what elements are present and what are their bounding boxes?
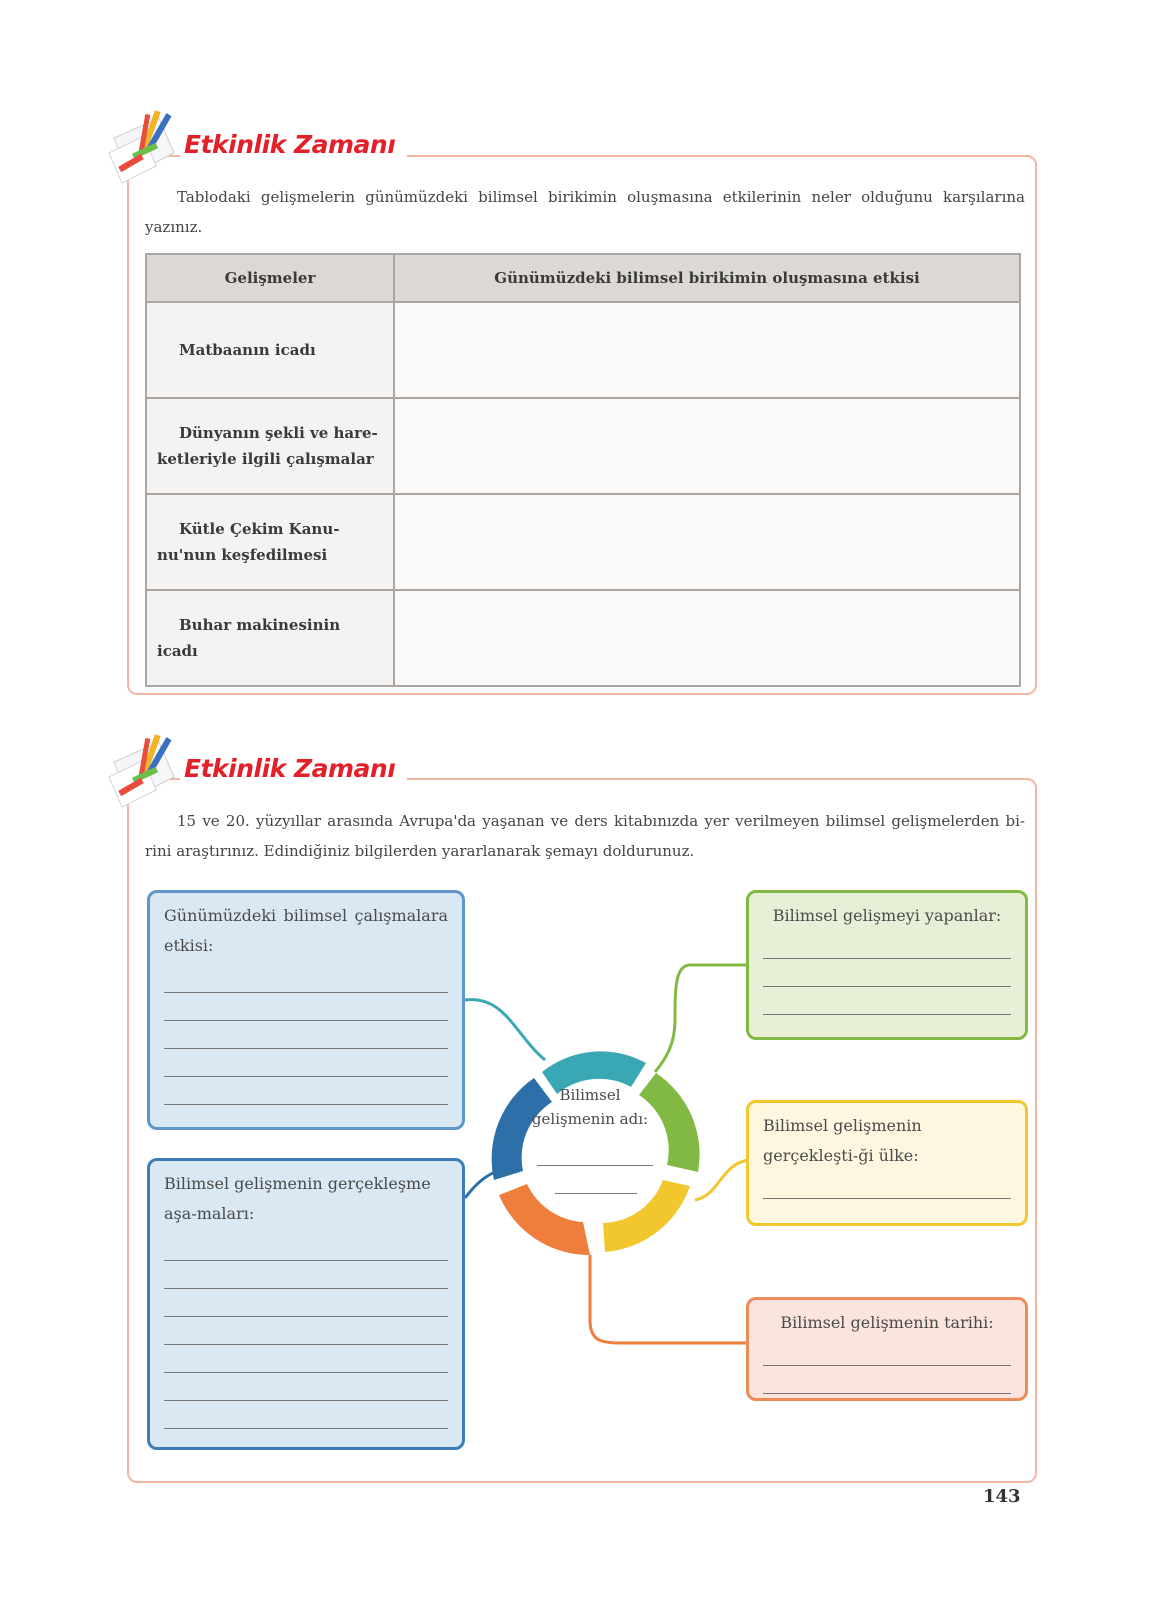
card-people — [746, 890, 1028, 1040]
card-date — [746, 1297, 1028, 1401]
ring-segment-yellow — [603, 1180, 690, 1252]
answer-line[interactable] — [164, 1077, 448, 1105]
answer-line[interactable] — [164, 1049, 448, 1077]
connector-country — [695, 1160, 748, 1200]
answer-line[interactable] — [763, 931, 1011, 959]
column-header: Gelişmeler — [146, 254, 394, 302]
section-title: Etkinlik Zamanı — [180, 754, 407, 783]
center-answer-line[interactable] — [555, 1193, 637, 1194]
card-title: Bilimsel gelişmeyi yapanlar: — [772, 906, 1002, 925]
card-effect — [147, 890, 465, 1130]
answer-line[interactable] — [164, 1261, 448, 1289]
card-title: Bilimsel gelişmenin gerçekleşti-ği ülke: — [763, 1116, 922, 1165]
answer-line[interactable] — [164, 1021, 448, 1049]
answer-line[interactable] — [164, 1373, 448, 1401]
card-title: Günümüzdeki bilimsel çalışmalara etkisi: — [164, 906, 448, 955]
answer-line[interactable] — [763, 959, 1011, 987]
connector-people — [655, 965, 746, 1072]
answer-line[interactable] — [164, 993, 448, 1021]
row-label: Dünyanın şekli ve hare-ketleriyle ilgili çalışmalar — [146, 398, 394, 494]
center-label: Bilimsel gelişmenin adı: — [531, 1086, 649, 1128]
ring-segment-orange — [499, 1184, 590, 1255]
row-label: Matbaanın icadı — [146, 302, 394, 398]
answer-line[interactable] — [763, 1171, 1011, 1199]
center-answer-line[interactable] — [537, 1165, 653, 1166]
answer-line[interactable] — [763, 1366, 1011, 1394]
column-header: Günümüzdeki bilimsel birikimin oluşmasına etkisi — [394, 254, 1020, 302]
row-label: Buhar makinesinin icadı — [146, 590, 394, 686]
connector-date — [590, 1255, 746, 1343]
answer-line[interactable] — [763, 1338, 1011, 1366]
connector-effect — [465, 1000, 545, 1060]
answer-line[interactable] — [164, 1289, 448, 1317]
answer-line[interactable] — [164, 1345, 448, 1373]
card-title: Bilimsel gelişmenin gerçekleşme aşa-maları: — [164, 1174, 431, 1223]
instruction-text: 15 ve 20. yüzyıllar arasında Avrupa'da yaşanan ve ders kitabınızda yer verilmeyen bilimsel gelişmelerden bi-rini araştırınız. Edindiğiniz bilgilerden yararlanarak şemayı doldurunuz. — [145, 812, 1025, 860]
answer-line[interactable] — [164, 965, 448, 993]
section-title: Etkinlik Zamanı — [180, 130, 407, 159]
card-title: Bilimsel gelişmenin tarihi: — [780, 1313, 994, 1332]
answer-line[interactable] — [763, 987, 1011, 1015]
answer-line[interactable] — [164, 1401, 448, 1429]
instruction-text: Tablodaki gelişmelerin günümüzdeki bilimsel birikimin oluşmasına etkilerinin neler olduğunu karşılarına yazınız. — [145, 188, 1025, 236]
card-stages — [147, 1158, 465, 1450]
row-label: Kütle Çekim Kanu-nu'nun keşfedilmesi — [146, 494, 394, 590]
answer-line[interactable] — [164, 1233, 448, 1261]
card-country — [746, 1100, 1028, 1226]
page-number: 143 — [983, 1486, 1021, 1507]
answer-line[interactable] — [164, 1317, 448, 1345]
